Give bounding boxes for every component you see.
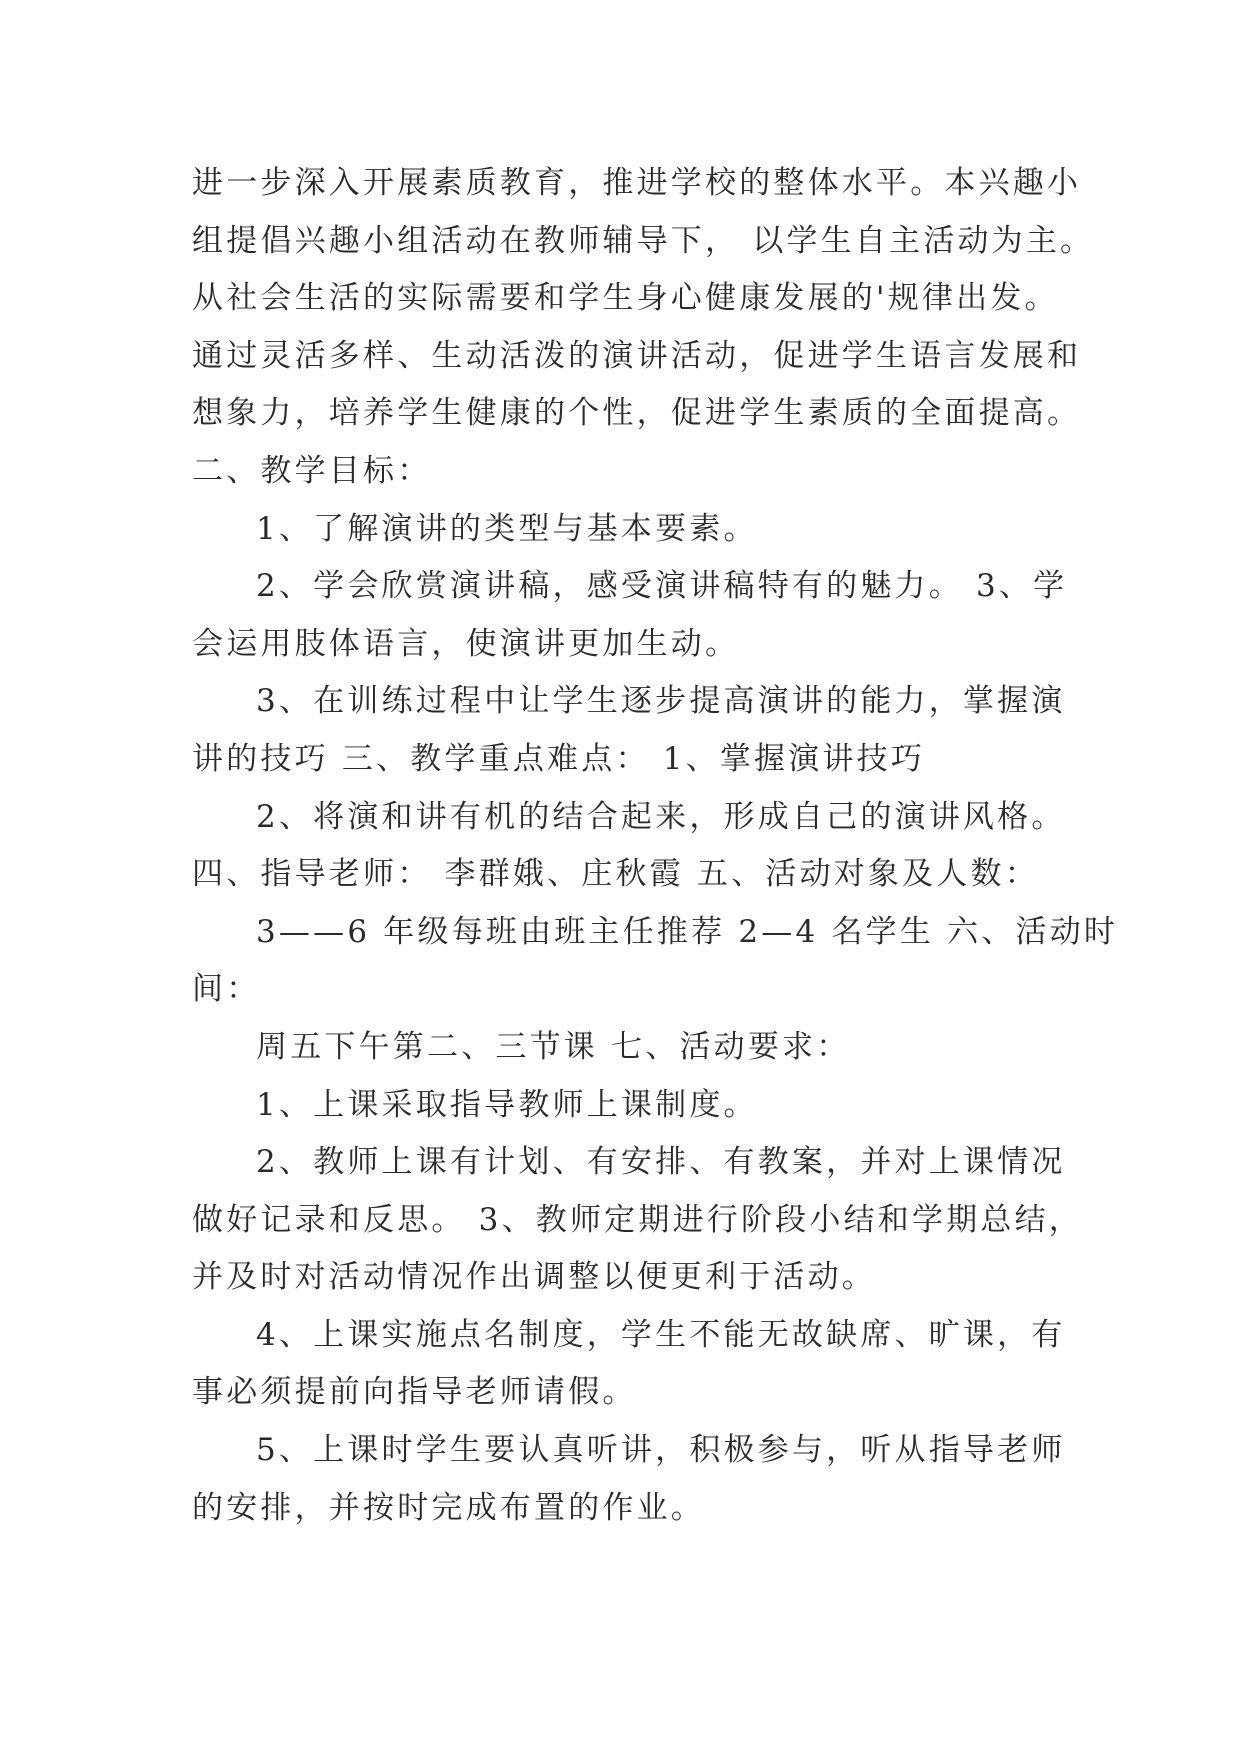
text-line-13: 四、指导老师： 李群娥、庄秋霞 五、活动对象及人数： (192, 856, 1039, 893)
section-heading-objectives: 二、教学目标： (192, 452, 432, 489)
text-line-1: 进一步深入开展素质教育，推进学校的整体水平。本兴趣小 (192, 165, 1082, 201)
text-line-24: 的安排，并按时完成布置的作业。 (192, 1489, 705, 1526)
text-line-21: 4、上课实施点名制度，学生不能无故缺席、旷课，有 (256, 1316, 1066, 1353)
text-line-22: 事必须提前向指导老师请假。 (192, 1374, 637, 1411)
text-line-16: 周五下午第二、三节课 七、活动要求： (256, 1028, 851, 1065)
text-line-4: 通过灵活多样、生动活泼的演讲活动，促进学生语言发展和 (192, 337, 1082, 374)
document-body (192, 155, 1119, 1537)
text-line-10: 3、在训练过程中让学生逐步提高演讲的能力，掌握演 (256, 683, 1066, 720)
text-line-5: 想象力，培养学生健康的个性，促进学生素质的全面提高。 (192, 395, 1082, 432)
text-line-2: 组提倡兴趣小组活动在教师辅导下， 以学生自主活动为主。 (192, 222, 1095, 259)
text-line-12: 2、将演和讲有机的结合起来，形成自己的演讲风格。 (256, 798, 1066, 835)
text-line-19: 做好记录和反思。 3、教师定期进行阶段小结和学期总结， (192, 1201, 1083, 1238)
text-line-17: 1、上课采取指导教师上课制度。 (256, 1086, 758, 1123)
text-line-9: 会运用肢体语言，使演讲更加生动。 (192, 625, 740, 662)
text-line-14: 3——6 年级每班由班主任推荐 2—4 名学生 六、活动时 (256, 913, 1119, 950)
text-line-7: 1、了解演讲的类型与基本要素。 (256, 510, 758, 547)
text-line-11: 讲的技巧 三、教学重点难点： 1、掌握演讲技巧 (192, 740, 926, 777)
text-line-8: 2、学会欣赏演讲稿，感受演讲稿特有的魅力。 3、学 (256, 568, 1068, 605)
text-line-15: 间： (192, 971, 261, 1008)
text-line-3: 从社会生活的实际需要和学生身心健康发展的'规律出发。 (192, 280, 1059, 317)
text-line-23: 5、上课时学生要认真听讲，积极参与，听从指导老师 (256, 1432, 1066, 1469)
text-line-20: 并及时对活动情况作出调整以便更利于活动。 (192, 1259, 876, 1296)
text-line-18: 2、教师上课有计划、有安排、有教案，并对上课情况 (256, 1144, 1066, 1181)
